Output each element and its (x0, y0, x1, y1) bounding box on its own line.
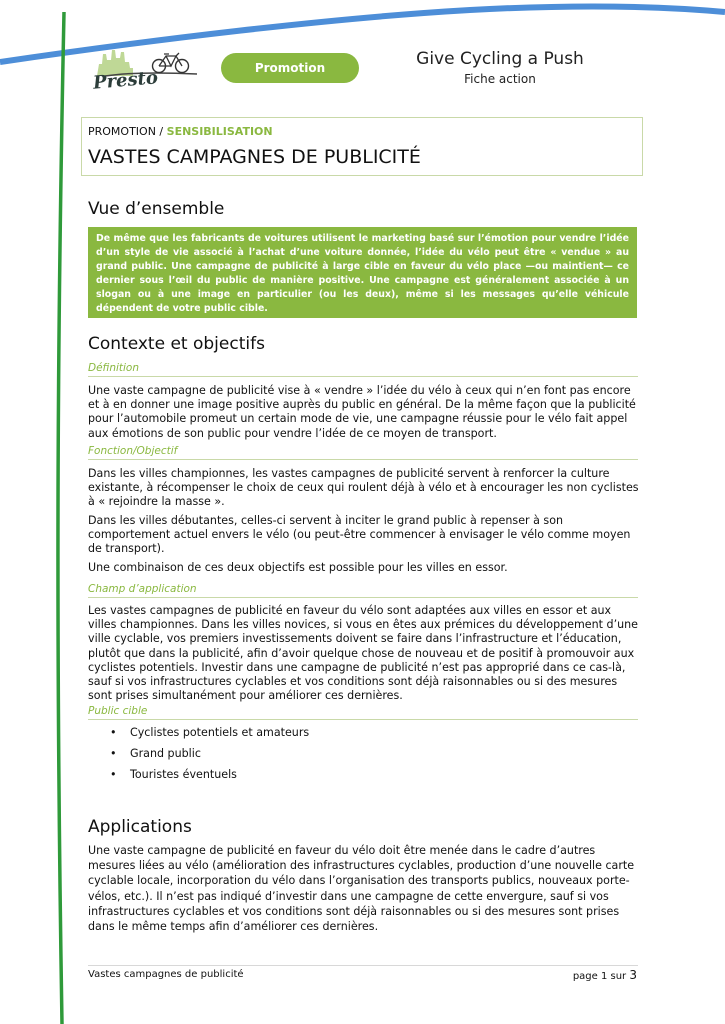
bullet-icon: • (110, 726, 117, 739)
bullet-icon: • (110, 747, 117, 760)
footer-divider (88, 965, 638, 966)
overview-heading: Vue d’ensemble (88, 199, 225, 219)
function-paragraph-1: Dans les villes championnes, les vastes campagnes de publicité servent à renforcer la culture existante, à récompenser le choix de ceux qui roulent déjà à vélo et à encourager les non cyclistes à « rejoindre la masse ». (88, 467, 639, 509)
page-total: 3 (629, 968, 637, 982)
target-text: Grand public (130, 747, 201, 760)
definition-label: Définition (88, 362, 638, 377)
scope-label: Champ d’application (88, 583, 638, 598)
function-label: Fonction/Objectif (88, 445, 638, 460)
page-number-prefix: page 1 sur (572, 971, 630, 982)
green-vertical-stripe (58, 12, 64, 1024)
applications-text: Une vaste campagne de publicité en faveur du vélo doit être menée dans le cadre d’autres mesures liées au vélo (amélioration des infrastructures cyclables, production d’une nouvelle carte cyclable locale, incorporation du vélo dans l’organisation des transports publics, nouveaux porte-vélos, etc.). Il n’est pas indiqué d’investir dans une campagne de cette envergure, sauf si vos infrastructures cyclables et vos conditions sont déjà raisonnables ou si des mesures sont prises dans le même temps afin d’améliorer ces dernières. (88, 844, 635, 934)
document-subtitle: Fiche action (464, 72, 536, 86)
context-heading: Contexte et objectifs (88, 334, 265, 354)
breadcrumb-category: PROMOTION (88, 125, 156, 138)
definition-text: Une vaste campagne de publicité vise à « vendre » l’idée du vélo à ceux qui n’en font pas encore et à en donner une image positive auprès du public en général. De la même façon que la publicité pour l’automobile promeut un certain mode de vie, une campagne réussie pour le vélo fait appel aux émotions de son public pour vendre l’idée de ce moyen de transport. (88, 384, 636, 440)
target-text: Touristes éventuels (130, 768, 237, 781)
target-list (88, 726, 309, 789)
target-text: Cyclistes potentiels et amateurs (130, 726, 310, 739)
function-paragraph-2: Dans les villes débutantes, celles-ci servent à inciter le grand public à repenser à son comportement actuel envers le vélo (ou peut-être commencer à envisager le vélo comme moyen de transport). (88, 514, 631, 556)
breadcrumb-separator: / (155, 125, 167, 138)
bullet-icon: • (110, 768, 117, 781)
page-title: VASTES CAMPAGNES DE PUBLICITÉ (88, 146, 421, 168)
overview-summary-box: De même que les fabricants de voitures utilisent le marketing basé sur l’émotion pour vendre l’idée d’un style de vie associé à l’achat d’une voiture donnée, l’idée du vélo peut être « vendue » au grand public. Une campagne de publicité à large cible en faveur du vélo place —ou maintient— ce dernier sous l’œil du public de manière positive. Une campagne est généralement associée à un slogan ou à une image en particulier (ou les deux), même si les messages qu’elle véhicule dépendent de votre public cible. (88, 227, 637, 318)
footer-title: Vastes campagnes de publicité (88, 969, 244, 980)
applications-heading: Applications (88, 817, 192, 837)
scope-text: Les vastes campagnes de publicité en faveur du vélo sont adaptées aux villes en essor et aux villes championnes. Dans les villes novices, si vous en êtes aux prémices du développement d’une ville cyclable, vos premiers investissements doivent se faire dans l’infrastructure et l’éducation, plutôt que dans la publicité, afin d’avoir quelque chose de nouveau et de positif à promouvoir aux cyclistes potentiels. Investir dans une campagne de publicité n’est pas approprié dans ce cas-là, sauf si vos infrastructures cyclables et vos conditions sont déjà raisonnables ou si des mesures sont prises simultanément pour améliorer ces dernières. (88, 604, 638, 703)
page-number (560, 968, 637, 982)
list-item (88, 747, 309, 768)
presto-logo (85, 40, 210, 92)
breadcrumb (88, 125, 273, 138)
breadcrumb-highlight: SENSIBILISATION (166, 125, 273, 138)
target-label: Public cible (88, 705, 638, 720)
list-item (88, 768, 309, 789)
promotion-badge: Promotion (221, 53, 359, 83)
logo-text: Presto (92, 67, 159, 94)
document-title: Give Cycling a Push (416, 49, 584, 69)
list-item (88, 726, 309, 747)
function-paragraph-3: Une combinaison de ces deux objectifs est possible pour les villes en essor. (88, 561, 508, 574)
